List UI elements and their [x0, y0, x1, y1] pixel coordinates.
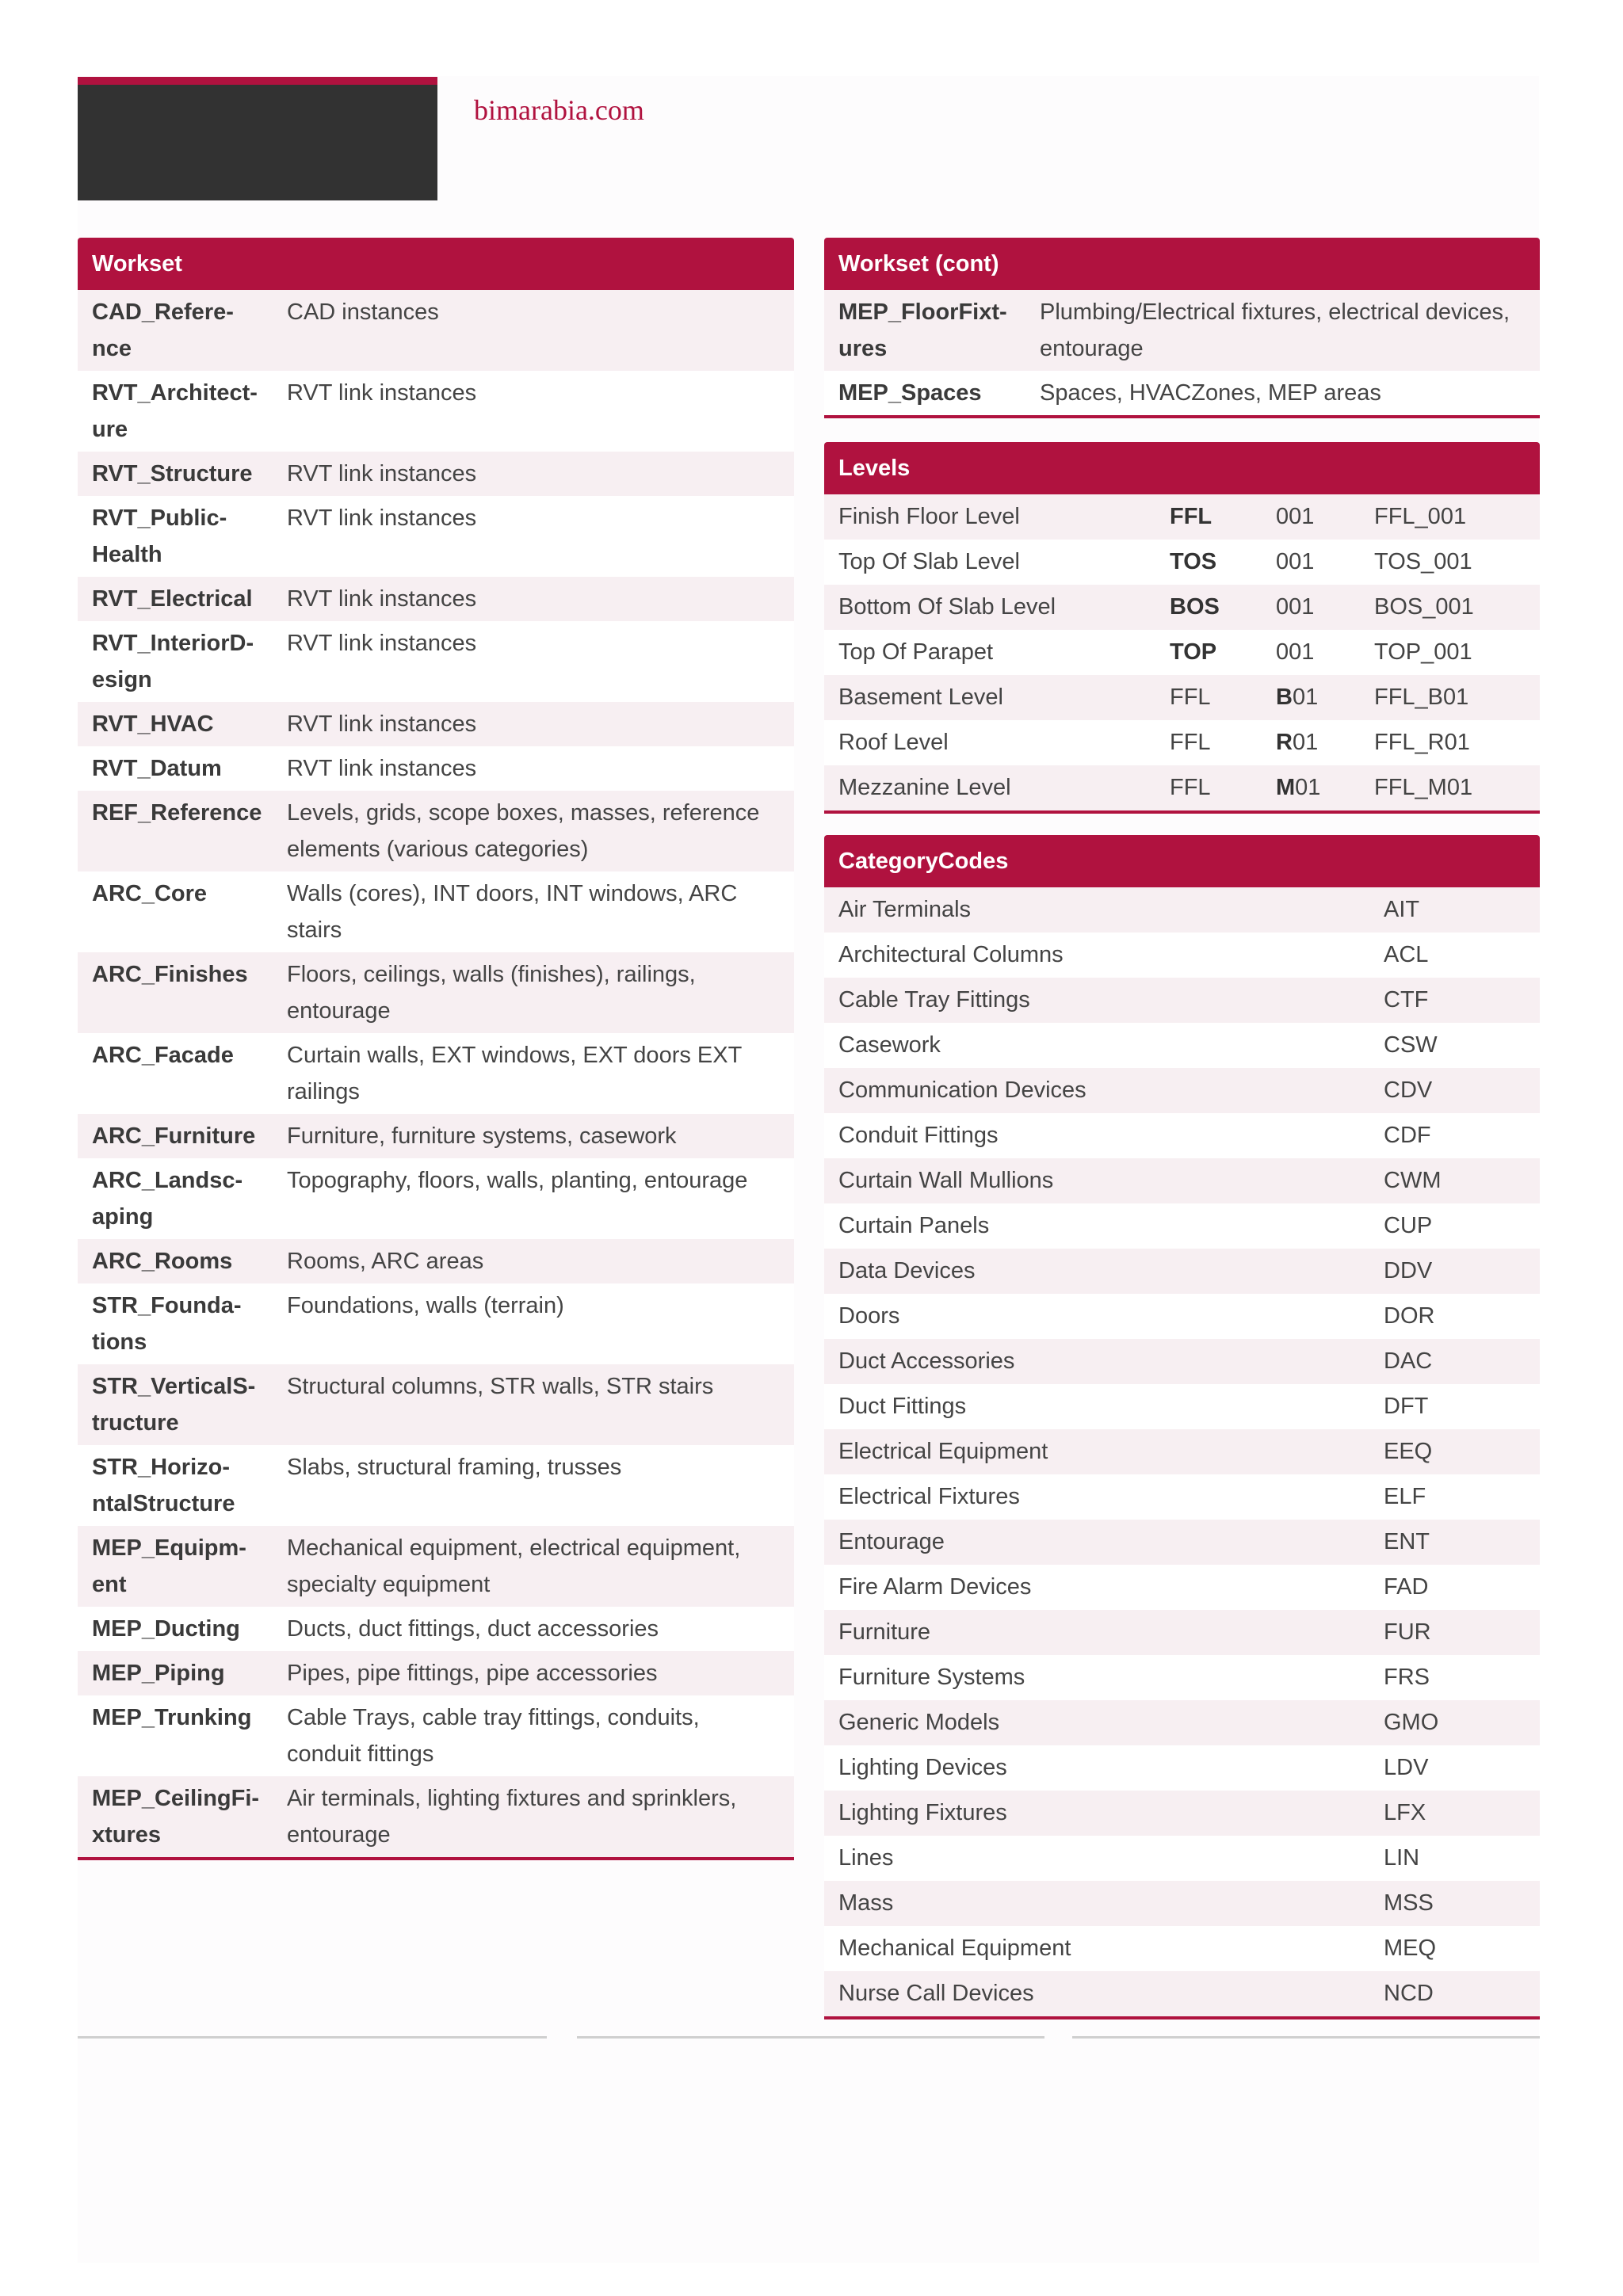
row-value: Rooms, ARC areas — [287, 1249, 484, 1274]
category-name: Lighting Fixtures — [838, 1800, 1007, 1825]
table-row — [824, 1384, 1540, 1429]
table-row — [78, 871, 794, 952]
category-name: Architectural Columns — [838, 942, 1064, 967]
row-key: STR_Founda-tions — [92, 1293, 242, 1355]
level-code: BOS_001 — [1374, 594, 1474, 620]
table-row — [824, 1655, 1540, 1700]
footer-divider — [1072, 2036, 1540, 2039]
level-number — [1262, 585, 1360, 630]
level-code: TOP_001 — [1374, 639, 1472, 665]
row-value: Furniture, furniture systems, casework — [287, 1123, 677, 1149]
category-code: LIN — [1384, 1845, 1420, 1871]
table-row — [824, 371, 1540, 415]
level-number — [1262, 494, 1360, 540]
table-row — [824, 933, 1540, 978]
levels-rows — [824, 494, 1540, 814]
table-row — [78, 1114, 794, 1158]
row-value: Structural columns, STR walls, STR stairs — [287, 1374, 714, 1399]
level-number-rest: 01 — [1292, 685, 1319, 710]
table-row — [78, 371, 794, 452]
row-key: MEP_CeilingFi-xtures — [92, 1786, 260, 1848]
table-row — [78, 621, 794, 702]
category-code: ACL — [1384, 942, 1429, 967]
table-row — [824, 887, 1540, 933]
level-abbreviation: FFL — [1170, 730, 1211, 755]
row-value: RVT link instances — [287, 380, 477, 406]
row-value: Floors, ceilings, walls (finishes), railings, entourage — [287, 962, 696, 1024]
table-row — [78, 1033, 794, 1114]
level-name: Basement Level — [838, 685, 1003, 710]
table-row — [824, 1023, 1540, 1068]
row-value: Slabs, structural framing, trusses — [287, 1455, 622, 1480]
table-row — [78, 1239, 794, 1283]
workset-cont-rows — [824, 290, 1540, 418]
category-name: Curtain Wall Mullions — [838, 1168, 1054, 1193]
category-code: NCD — [1384, 1981, 1434, 2006]
row-value: Curtain walls, EXT windows, EXT doors EXT railings — [287, 1043, 742, 1104]
category-code: CTF — [1384, 987, 1429, 1013]
level-abbreviation: TOP — [1170, 639, 1217, 665]
row-value: Walls (cores), INT doors, INT windows, ARC stairs — [287, 881, 738, 943]
level-number — [1262, 630, 1360, 675]
level-number-rest: 001 — [1276, 549, 1315, 574]
table-row — [78, 791, 794, 871]
level-code: TOS_001 — [1374, 549, 1472, 574]
category-code: MEQ — [1384, 1936, 1437, 1961]
level-abbreviation: FFL — [1170, 685, 1211, 710]
workset-table — [78, 238, 794, 1860]
row-value: Levels, grids, scope boxes, masses, reference elements (various categories) — [287, 800, 760, 862]
row-key: RVT_Public-Health — [92, 505, 227, 567]
table-row — [824, 1249, 1540, 1294]
category-code: ENT — [1384, 1529, 1430, 1554]
table-row — [824, 1520, 1540, 1565]
category-name: Generic Models — [838, 1710, 1000, 1735]
level-number — [1262, 720, 1360, 765]
row-key: RVT_Structure — [92, 461, 253, 486]
table-row — [824, 1339, 1540, 1384]
row-value: Pipes, pipe fittings, pipe accessories — [287, 1661, 658, 1686]
footer-divider — [577, 2036, 1044, 2039]
category-name: Conduit Fittings — [838, 1123, 999, 1148]
category-name: Cable Tray Fittings — [838, 987, 1030, 1013]
level-number-rest: 001 — [1276, 639, 1315, 665]
table-row — [824, 720, 1540, 765]
category-code: FAD — [1384, 1574, 1429, 1600]
category-name: Mechanical Equipment — [838, 1936, 1071, 1961]
table-row — [78, 577, 794, 621]
table-row — [824, 765, 1540, 810]
table-row — [78, 290, 794, 371]
level-code: FFL_B01 — [1374, 685, 1469, 710]
category-name: Furniture — [838, 1619, 931, 1645]
category-name: Nurse Call Devices — [838, 1981, 1034, 2006]
category-code: DOR — [1384, 1303, 1435, 1329]
table-row — [78, 1695, 794, 1776]
category-name: Duct Accessories — [838, 1348, 1015, 1374]
category-name: Doors — [838, 1303, 900, 1329]
category-name: Duct Fittings — [838, 1394, 967, 1419]
row-key: STR_Horizo-ntalStructure — [92, 1455, 235, 1516]
workset-cont-table — [824, 238, 1540, 418]
row-key: ARC_Furniture — [92, 1123, 256, 1149]
row-value: RVT link instances — [287, 461, 477, 486]
row-value: Mechanical equipment, electrical equipment, specialty equipment — [287, 1535, 741, 1597]
category-name: Communication Devices — [838, 1077, 1086, 1103]
row-key: MEP_Piping — [92, 1661, 225, 1686]
row-key: RVT_HVAC — [92, 711, 214, 737]
row-value: Plumbing/Electrical fixtures, electrical devices, entourage — [1040, 299, 1510, 361]
table-row — [78, 1526, 794, 1607]
workset-cont-title: Workset (cont) — [824, 238, 1540, 290]
row-value: Ducts, duct fittings, duct accessories — [287, 1616, 659, 1642]
table-row — [824, 1565, 1540, 1610]
row-value: RVT link instances — [287, 586, 477, 612]
level-name: Roof Level — [838, 730, 949, 755]
table-row — [824, 1429, 1540, 1474]
row-key: MEP_Ducting — [92, 1616, 240, 1642]
row-key: MEP_Spaces — [838, 380, 982, 406]
category-code: AIT — [1384, 897, 1420, 922]
row-key: RVT_InteriorD-esign — [92, 631, 254, 692]
category-code: DFT — [1384, 1394, 1429, 1419]
category-name: Entourage — [838, 1529, 945, 1554]
table-row — [824, 1745, 1540, 1791]
table-row — [824, 1203, 1540, 1249]
table-row — [824, 540, 1540, 585]
table-row — [824, 1791, 1540, 1836]
level-number-rest: 001 — [1276, 594, 1315, 620]
table-row — [824, 1294, 1540, 1339]
category-codes-title: CategoryCodes — [824, 835, 1540, 887]
level-number-prefix: M — [1276, 775, 1296, 800]
row-key: CAD_Refere-nce — [92, 299, 234, 361]
level-number-prefix: B — [1276, 685, 1293, 710]
table-row — [78, 1283, 794, 1364]
row-value: Air terminals, lighting fixtures and sprinklers, entourage — [287, 1786, 737, 1848]
row-key: ARC_Finishes — [92, 962, 248, 987]
level-abbreviation: TOS — [1170, 549, 1217, 574]
workset-rows — [78, 290, 794, 1860]
row-key: MEP_Trunking — [92, 1705, 252, 1730]
category-name: Electrical Equipment — [838, 1439, 1048, 1464]
level-number-rest: 01 — [1295, 775, 1321, 800]
row-key: RVT_Electrical — [92, 586, 253, 612]
table-row — [78, 496, 794, 577]
level-abbreviation: BOS — [1170, 594, 1220, 620]
level-abbreviation: FFL — [1170, 775, 1211, 800]
category-code: CDV — [1384, 1077, 1433, 1103]
category-code: CDF — [1384, 1123, 1431, 1148]
table-row — [824, 1158, 1540, 1203]
row-value: Spaces, HVACZones, MEP areas — [1040, 380, 1381, 406]
footer-divider — [78, 2036, 547, 2039]
level-number — [1262, 675, 1360, 720]
table-row — [824, 290, 1540, 371]
category-code: FRS — [1384, 1665, 1430, 1690]
logo-block — [78, 77, 437, 200]
level-number — [1262, 540, 1360, 585]
table-row — [824, 1836, 1540, 1881]
table-row — [824, 978, 1540, 1023]
level-code: FFL_001 — [1374, 504, 1467, 529]
category-code: GMO — [1384, 1710, 1439, 1735]
category-code: DDV — [1384, 1258, 1433, 1283]
category-code: LDV — [1384, 1755, 1429, 1780]
row-value: CAD instances — [287, 299, 439, 325]
level-code: FFL_M01 — [1374, 775, 1473, 800]
level-number — [1262, 765, 1360, 810]
table-row — [78, 1651, 794, 1695]
table-row — [78, 702, 794, 746]
table-row — [78, 746, 794, 791]
table-row — [78, 1607, 794, 1651]
table-row — [824, 1700, 1540, 1745]
level-name: Finish Floor Level — [838, 504, 1020, 529]
category-name: Mass — [838, 1890, 894, 1916]
category-name: Data Devices — [838, 1258, 976, 1283]
table-row — [78, 1776, 794, 1857]
category-name: Furniture Systems — [838, 1665, 1025, 1690]
category-name: Curtain Panels — [838, 1213, 990, 1238]
category-code: ELF — [1384, 1484, 1426, 1509]
level-abbreviation: FFL — [1170, 504, 1212, 529]
level-name: Mezzanine Level — [838, 775, 1011, 800]
row-key: STR_VerticalS-tructure — [92, 1374, 256, 1436]
levels-title: Levels — [824, 442, 1540, 494]
row-key: MEP_Equipm-ent — [92, 1535, 246, 1597]
row-key: ARC_Rooms — [92, 1249, 233, 1274]
category-code: CWM — [1384, 1168, 1442, 1193]
category-name: Casework — [838, 1032, 941, 1058]
category-code: LFX — [1384, 1800, 1426, 1825]
level-name: Bottom Of Slab Level — [838, 594, 1056, 620]
level-number-rest: 01 — [1292, 730, 1319, 755]
table-row — [824, 1474, 1540, 1520]
category-name: Electrical Fixtures — [838, 1484, 1020, 1509]
table-row — [78, 452, 794, 496]
level-name: Top Of Slab Level — [838, 549, 1020, 574]
category-code: CSW — [1384, 1032, 1438, 1058]
category-codes-rows — [824, 887, 1540, 2019]
category-code: MSS — [1384, 1890, 1434, 1916]
site-name-link[interactable]: bimarabia.com — [474, 94, 644, 126]
table-row — [824, 494, 1540, 540]
category-code: FUR — [1384, 1619, 1431, 1645]
category-name: Lines — [838, 1845, 894, 1871]
category-name: Lighting Devices — [838, 1755, 1007, 1780]
table-row — [824, 1971, 1540, 2016]
row-value: Cable Trays, cable tray fittings, conduits, conduit fittings — [287, 1705, 700, 1767]
row-key: ARC_Landsc-aping — [92, 1168, 243, 1230]
table-row — [824, 1113, 1540, 1158]
row-key: ARC_Core — [92, 881, 208, 906]
category-code: DAC — [1384, 1348, 1433, 1374]
table-row — [824, 675, 1540, 720]
table-row — [824, 1068, 1540, 1113]
row-value: Topography, floors, walls, planting, entourage — [287, 1168, 748, 1193]
row-value: Foundations, walls (terrain) — [287, 1293, 564, 1318]
row-value: RVT link instances — [287, 631, 477, 656]
category-code: EEQ — [1384, 1439, 1433, 1464]
row-value: RVT link instances — [287, 756, 477, 781]
row-key: ARC_Facade — [92, 1043, 234, 1068]
table-row — [824, 585, 1540, 630]
table-row — [78, 952, 794, 1033]
table-row — [824, 630, 1540, 675]
table-row — [78, 1364, 794, 1445]
row-value: RVT link instances — [287, 505, 477, 531]
row-key: REF_Reference — [92, 800, 262, 826]
row-key: RVT_Architect-ure — [92, 380, 258, 442]
table-row — [824, 1610, 1540, 1655]
level-name: Top Of Parapet — [838, 639, 994, 665]
levels-table — [824, 442, 1540, 814]
row-value: RVT link instances — [287, 711, 477, 737]
row-key: MEP_FloorFixt-ures — [838, 299, 1007, 361]
table-row — [78, 1158, 794, 1239]
level-number-prefix: R — [1276, 730, 1293, 755]
table-row — [824, 1926, 1540, 1971]
level-code: FFL_R01 — [1374, 730, 1470, 755]
row-key: RVT_Datum — [92, 756, 222, 781]
category-code: CUP — [1384, 1213, 1433, 1238]
category-name: Air Terminals — [838, 897, 972, 922]
level-number-rest: 001 — [1276, 504, 1315, 529]
workset-title: Workset — [78, 238, 794, 290]
table-row — [824, 1881, 1540, 1926]
category-name: Fire Alarm Devices — [838, 1574, 1032, 1600]
category-codes-table — [824, 835, 1540, 2019]
table-row — [78, 1445, 794, 1526]
